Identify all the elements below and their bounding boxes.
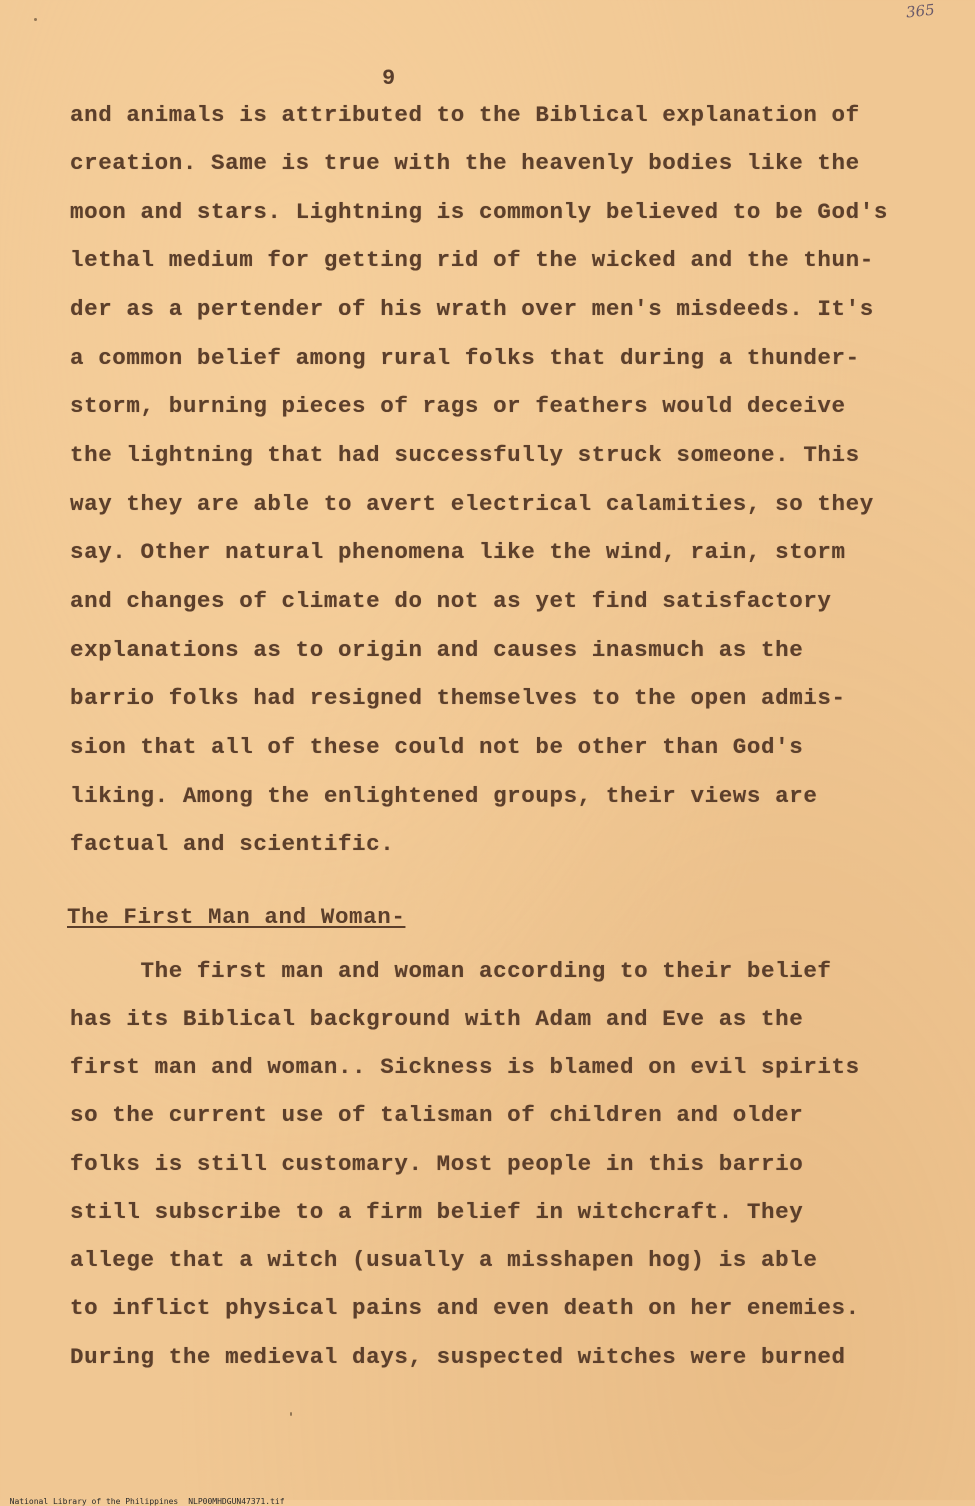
text-line: and animals is attributed to the Biblical explanation of (70, 102, 860, 128)
text-line: During the medieval days, suspected witches were burned (70, 1344, 846, 1370)
text-line: a common belief among rural folks that during a thunder- (70, 345, 860, 371)
footer-source: National Library of the Philippines (9, 1497, 179, 1506)
text-line: way they are able to avert electrical calamities, so they (70, 491, 874, 517)
text-line: factual and scientific. (70, 831, 395, 857)
text-line: storm, burning pieces of rags or feathers would deceive (70, 393, 846, 419)
text-line: the lightning that had successfully struck someone. This (70, 442, 860, 468)
text-line: allege that a witch (usually a misshapen hog) is able (70, 1247, 818, 1273)
handwritten-page-note: 365 (905, 0, 936, 22)
text-line: first man and woman.. Sickness is blamed on evil spirits (70, 1054, 860, 1080)
text-line: explanations as to origin and causes inasmuch as the (70, 637, 804, 663)
text-line: sion that all of these could not be other than God's (70, 734, 804, 760)
text-line: and changes of climate do not as yet find satisfactory (70, 588, 832, 614)
text-line: creation. Same is true with the heavenly bodies like the (70, 150, 860, 176)
page-number: 9 (382, 66, 396, 91)
text-line: lethal medium for getting rid of the wicked and the thun- (70, 247, 874, 273)
text-line: say. Other natural phenomena like the wind, rain, storm (70, 539, 846, 565)
footer-filename: NLP00MHDGUN47371.tif (188, 1497, 285, 1506)
scan-footer (0, 1488, 295, 1506)
paper-speck (290, 1412, 292, 1416)
text-line: still subscribe to a firm belief in witchcraft. They (70, 1199, 804, 1225)
text-line: liking. Among the enlightened groups, their views are (70, 783, 818, 809)
text-line: der as a pertender of his wrath over men's misdeeds. It's (70, 296, 874, 322)
text-line: barrio folks had resigned themselves to the open admis- (70, 685, 846, 711)
text-line: The first man and woman according to their belief (70, 958, 832, 984)
section-heading: The First Man and Woman- (67, 904, 406, 930)
paper-speck (34, 18, 37, 21)
text-line: folks is still customary. Most people in this barrio (70, 1151, 804, 1177)
text-line: moon and stars. Lightning is commonly believed to be God's (70, 199, 888, 225)
text-line: so the current use of talisman of children and older (70, 1102, 804, 1128)
text-line: has its Biblical background with Adam and Eve as the (70, 1006, 804, 1032)
text-line: to inflict physical pains and even death on her enemies. (70, 1295, 860, 1321)
